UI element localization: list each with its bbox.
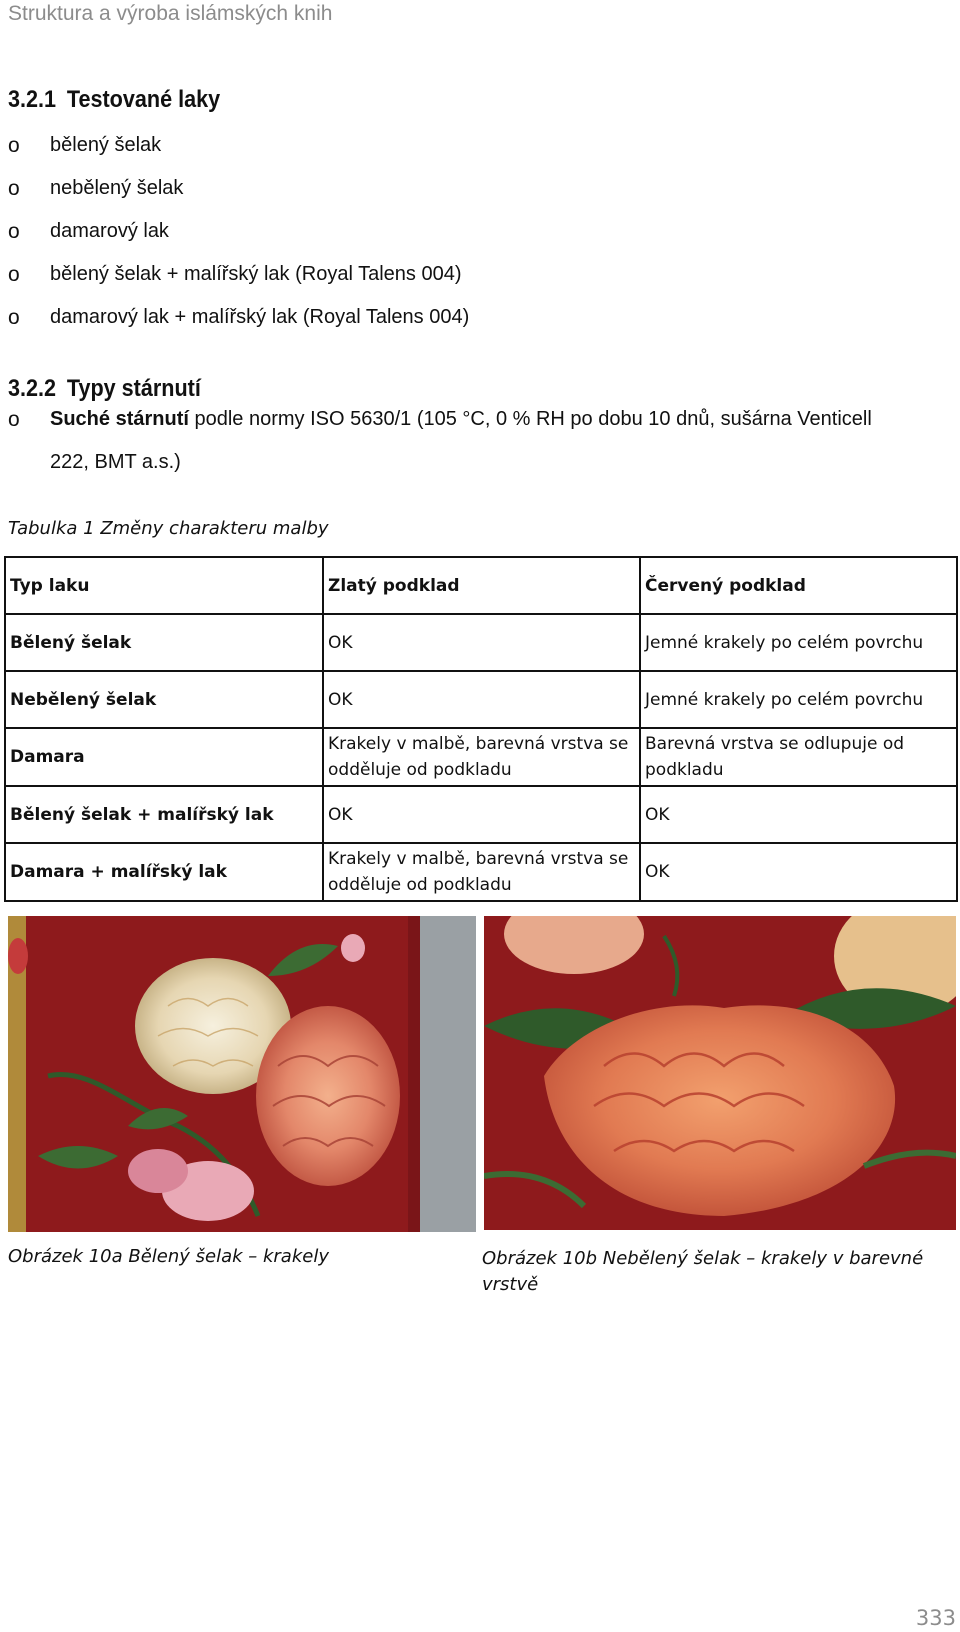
table-row (5, 614, 957, 671)
photo-10a-white-shellac (8, 916, 476, 1232)
list-item (0, 296, 960, 339)
list-item-text: bělený šelak + malířský lak (Royal Talens 004) (50, 263, 462, 285)
table-cell: Jemné krakely po celém povrchu (640, 671, 957, 728)
aging-line-1 (50, 408, 872, 431)
list-item (0, 124, 960, 167)
varnish-list (0, 124, 960, 339)
column-header: Typ laku (5, 557, 323, 614)
bullet-icon: o (8, 408, 20, 431)
list-item (0, 210, 960, 253)
section-title: Testované laky (66, 86, 221, 113)
table-cell: Damara (5, 728, 323, 786)
figure-caption-10a: Obrázek 10a Bělený šelak – krakely (8, 1246, 329, 1267)
table-row (5, 786, 957, 843)
aging-line-2: 222, BMT a.s.) (50, 451, 181, 473)
table-cell: Krakely v malbě, barevná vrstva se odděluje od podkladu (323, 728, 640, 786)
figure-caption-10b: Obrázek 10b Nebělený šelak – krakely v barevné vrstvě (482, 1248, 924, 1295)
table-row (5, 728, 957, 786)
photo-10b-unbleached-shellac (484, 916, 956, 1230)
aging-method: Suché stárnutí (50, 408, 189, 430)
table-row (5, 843, 957, 901)
list-item-text: damarový lak + malířský lak (Royal Talens 004) (50, 306, 470, 328)
section-number: 3.2.2 (8, 375, 57, 402)
bullet-icon: o (8, 177, 20, 200)
section-heading-aging-types (8, 375, 201, 403)
bullet-icon: o (8, 306, 20, 329)
table-cell: Krakely v malbě, barevná vrstva se odděluje od podkladu (323, 843, 640, 901)
table-cell: OK (323, 786, 640, 843)
table-cell: Bělený šelak + malířský lak (5, 786, 323, 843)
list-item (0, 167, 960, 210)
section-heading-tested-varnishes (8, 86, 220, 114)
photo-10b-image (484, 916, 956, 1230)
table-caption: Tabulka 1 Změny charakteru malby (8, 518, 329, 539)
table-cell: Damara + malířský lak (5, 843, 323, 901)
table-cell: OK (323, 614, 640, 671)
bullet-icon: o (8, 263, 20, 286)
page-number: 333 (915, 1606, 956, 1630)
bullet-icon: o (8, 134, 20, 157)
section-number: 3.2.1 (8, 86, 57, 113)
table-cell: OK (640, 786, 957, 843)
running-header: Struktura a výroba islámských knih (8, 2, 333, 25)
table-row (5, 671, 957, 728)
bullet-icon: o (8, 220, 20, 243)
table-cell: Barevná vrstva se odlupuje od podkladu (640, 728, 957, 786)
column-header: Zlatý podklad (323, 557, 640, 614)
list-item-text: damarový lak (50, 220, 169, 242)
section-title: Typy stárnutí (66, 375, 201, 402)
table-header-row (5, 557, 957, 614)
table-cell: Bělený šelak (5, 614, 323, 671)
photo-10a-image (8, 916, 476, 1232)
list-item-text: nebělený šelak (50, 177, 184, 199)
list-item-text: bělený šelak (50, 134, 162, 156)
list-item (0, 253, 960, 296)
aging-conditions: podle normy ISO 5630/1 (105 °C, 0 % RH po dobu 10 dnů, sušárna Venticell (188, 408, 872, 430)
table-cell: OK (640, 843, 957, 901)
paint-changes-table (4, 556, 958, 902)
column-header: Červený podklad (640, 557, 957, 614)
table-cell: Jemné krakely po celém povrchu (640, 614, 957, 671)
table-cell: Nebělený šelak (5, 671, 323, 728)
table-cell: OK (323, 671, 640, 728)
